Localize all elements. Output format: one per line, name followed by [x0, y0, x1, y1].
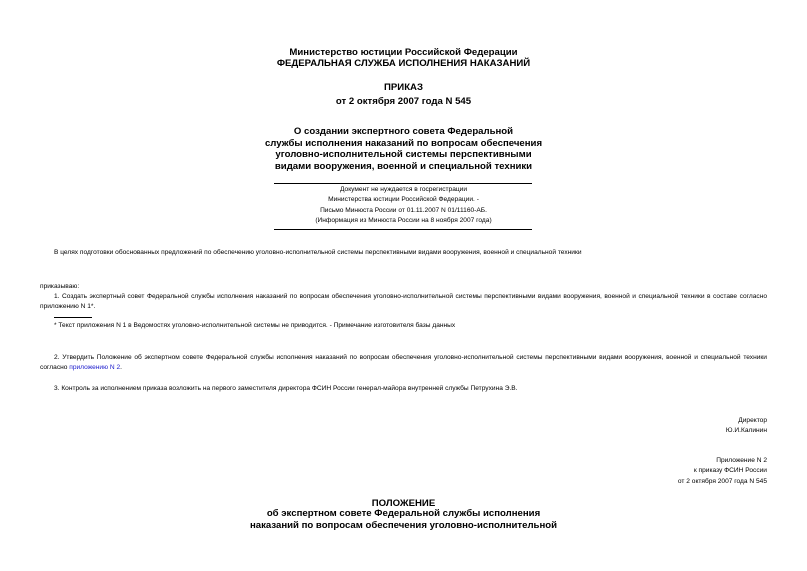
appendix-ref-line: Приложение N 2	[716, 457, 767, 464]
preamble: В целях подготовки обоснованных предложений по обеспечению уголовно-исполнительной системы перспективными видами вооружения, военной и специальной техники	[54, 249, 582, 256]
appendix-reference	[678, 456, 767, 487]
appendix-subtitle	[0, 508, 807, 531]
appendix-subtitle-line: об экспертном совете Федеральной службы исполнения	[266, 508, 541, 519]
registration-notice	[0, 185, 807, 227]
notice-line: (Информация из Минюста России на 8 ноября 2007 года)	[315, 217, 492, 225]
notice-line: Министерства юстиции Российской Федерации. -	[328, 196, 479, 204]
date-number-heading: от 2 октября 2007 года N 545	[335, 96, 472, 107]
signature-position: Директор	[738, 417, 767, 424]
appendix-subtitle-line: наказаний по вопросам обеспечения уголовно-исполнительной	[249, 519, 557, 531]
item-2-text: 2. Утвердить Положение об экспертном совете Федеральной службы исполнения наказаний по вопросам обеспечения уголовно-исполнительной системы перспективными видами вооружения, военной и специальной техники согласно	[40, 354, 767, 371]
signature-name: Ю.И.Калинин	[725, 427, 767, 435]
order-word: приказываю:	[40, 283, 80, 290]
item-2-end: .	[120, 363, 122, 371]
ministry-heading: Министерство юстиции Российской Федерации	[289, 47, 518, 58]
appendix-2-link[interactable]: приложению N 2	[69, 363, 121, 371]
notice-top-divider	[274, 183, 532, 184]
appendix-ref-line: от 2 октября 2007 года N 545	[677, 477, 767, 485]
appendix-title: ПОЛОЖЕНИЕ	[371, 498, 436, 509]
order-title-line: службы исполнения наказаний по вопросам обеспечения	[264, 137, 543, 149]
notice-line: Письмо Минюста России от 01.11.2007 N 01/11160-АБ.	[320, 206, 487, 214]
signature-block	[726, 416, 767, 437]
order-title-line: О создании экспертного совета Федеральной	[293, 126, 514, 137]
item-2	[40, 353, 767, 372]
order-title	[0, 126, 807, 172]
notice-bottom-divider	[274, 229, 532, 230]
notice-line: Документ не нуждается в госрегистрации	[339, 186, 468, 193]
appendix-ref-line: к приказу ФСИН России	[693, 467, 767, 475]
footnote-divider	[54, 317, 92, 318]
order-title-line: уголовно-исполнительной системы перспективными	[275, 149, 532, 160]
item-3: 3. Контроль за исполнением приказа возложить на первого заместителя директора ФСИН России генерал-майора внутренней службы Петрухина Э.В.	[54, 385, 518, 392]
item-1: 1. Создать экспертный совет Федеральной службы исполнения наказаний по вопросам обеспечения уголовно-исполнительной системы перспективными видами вооружения, военной и специальной техники в составе согласно приложению N 1*.	[40, 293, 767, 310]
doc-type-heading: ПРИКАЗ	[384, 82, 423, 93]
footnote: * Текст приложения N 1 в Ведомостях уголовно-исполнительной системы не приводится. - Примечание изготовителя базы данных	[54, 322, 456, 329]
order-title-line: видами вооружения, военной и специальной техники	[274, 160, 533, 172]
service-heading: ФЕДЕРАЛЬНАЯ СЛУЖБА ИСПОЛНЕНИЯ НАКАЗАНИЙ	[276, 58, 531, 69]
